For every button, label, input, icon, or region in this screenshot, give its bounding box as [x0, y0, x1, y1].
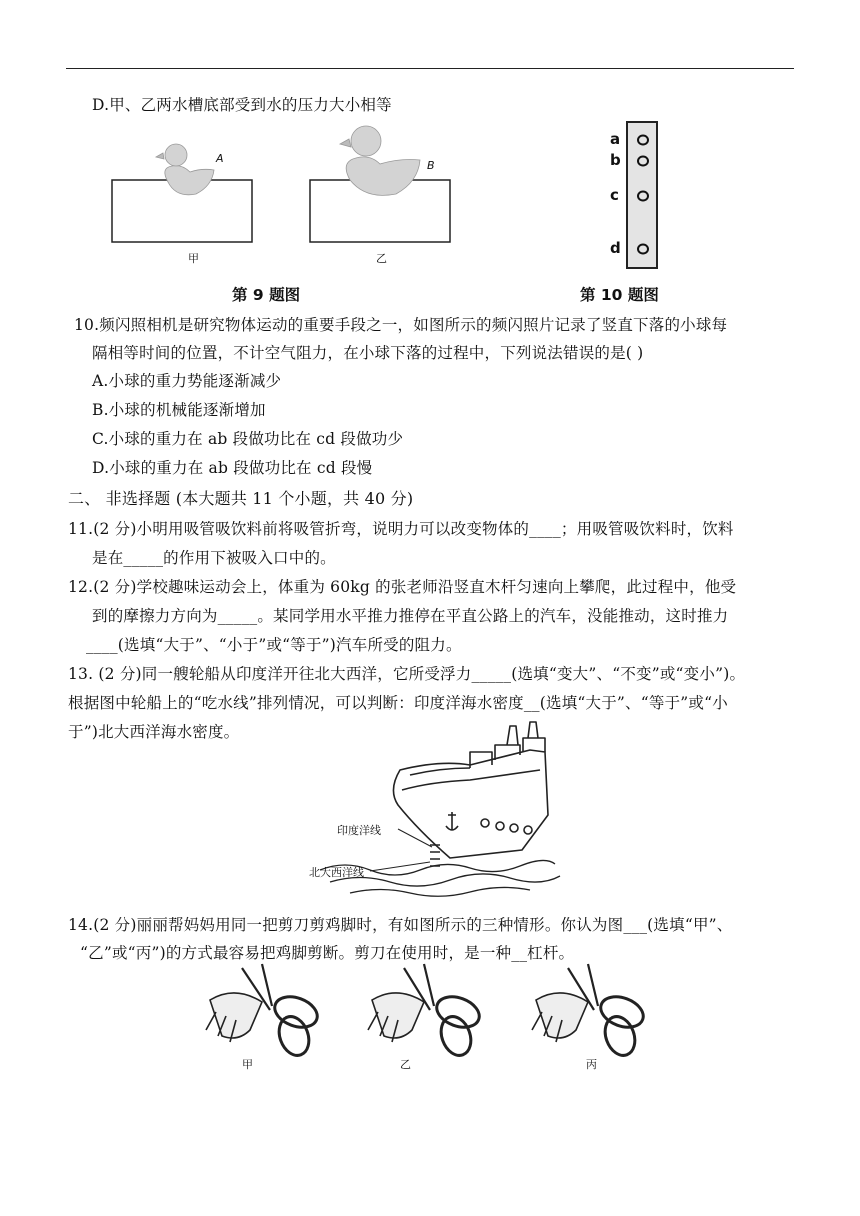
q13-label-atlantic: 北大西洋线 — [309, 866, 364, 879]
q14-label-bing: 丙 — [586, 1058, 597, 1071]
q10-option-a: A.小球的重力势能逐渐减少 — [92, 372, 282, 390]
q10-label-c: c — [610, 186, 619, 204]
q10-stem-line2: 隔相等时间的位置，不计空气阻力，在小球下落的过程中，下列说法错误的是( ) — [92, 344, 644, 362]
q9-label-yi: 乙 — [376, 252, 387, 265]
q9-option-d: D.甲、乙两水槽底部受到水的压力大小相等 — [92, 96, 392, 114]
q9-label-b: B — [427, 159, 435, 172]
q14-line1: 14.(2 分)丽丽帮妈妈用同一把剪刀剪鸡脚时，有如图所示的三种情形。你认为图___(选填“甲”、 — [68, 916, 733, 934]
q10-option-c: C.小球的重力在 ab 段做功比在 cd 段做功少 — [92, 430, 404, 448]
q9-caption: 第 9 题图 — [232, 286, 301, 304]
q9-label-a: A — [216, 152, 224, 165]
q12-line2: 到的摩擦力方向为_____。某同学用水平推力推停在平直公路上的汽车，没能推动，这时推力 — [92, 607, 729, 625]
scissors-jia-icon — [206, 964, 321, 1060]
q10-caption: 第 10 题图 — [580, 286, 659, 304]
q10-stem-line1: 10.频闪照相机是研究物体运动的重要手段之一，如图所示的频闪照片记录了竖直下落的小球每 — [74, 316, 728, 334]
q13-line3: 于”)北大西洋海水密度。 — [68, 723, 240, 741]
q9-label-jia: 甲 — [188, 252, 199, 265]
q10-label-b: b — [610, 151, 621, 169]
q12-line1: 12.(2 分)学校趣味运动会上，体重为 60kg 的张老师沿竖直木杆匀速向上攀爬，此过程中，他受 — [68, 578, 737, 596]
q10-option-b: B.小球的机械能逐渐增加 — [92, 401, 266, 419]
q13-line2: 根据图中轮船上的“吃水线”排列情况，可以判断：印度洋海水密度__(选填“大于”、“等于”或“小 — [68, 694, 728, 712]
q13-label-indian: 印度洋线 — [337, 824, 381, 837]
scissors-yi-icon — [368, 964, 483, 1060]
q10-label-a: a — [610, 130, 621, 148]
q10-label-d: d — [610, 239, 621, 257]
q13-line1: 13. (2 分)同一艘轮船从印度洋开往北大西洋，它所受浮力_____(选填“变大”、“不变”或“变小”)。 — [68, 665, 746, 683]
q14-label-jia: 甲 — [242, 1058, 253, 1071]
q14-line2: “乙”或“丙”)的方式最容易把鸡脚剪断。剪刀在使用时，是一种__杠杆。 — [80, 944, 575, 962]
q14-label-yi: 乙 — [400, 1058, 411, 1071]
section2-heading: 二、 非选择题 (本大题共 11 个小题，共 40 分) — [68, 489, 414, 508]
q12-line3: ____(选填“大于”、“小于”或“等于”)汽车所受的阻力。 — [86, 636, 462, 654]
q11-line2: 是在_____的作用下被吸入口中的。 — [92, 549, 336, 567]
q11-line1: 11.(2 分)小明用吸管吸饮料前将吸管折弯，说明力可以改变物体的____；用吸管吸饮料时，饮料 — [68, 520, 734, 538]
scissors-bing-icon — [532, 964, 647, 1060]
q10-option-d: D.小球的重力在 ab 段做功比在 cd 段慢 — [92, 459, 373, 477]
